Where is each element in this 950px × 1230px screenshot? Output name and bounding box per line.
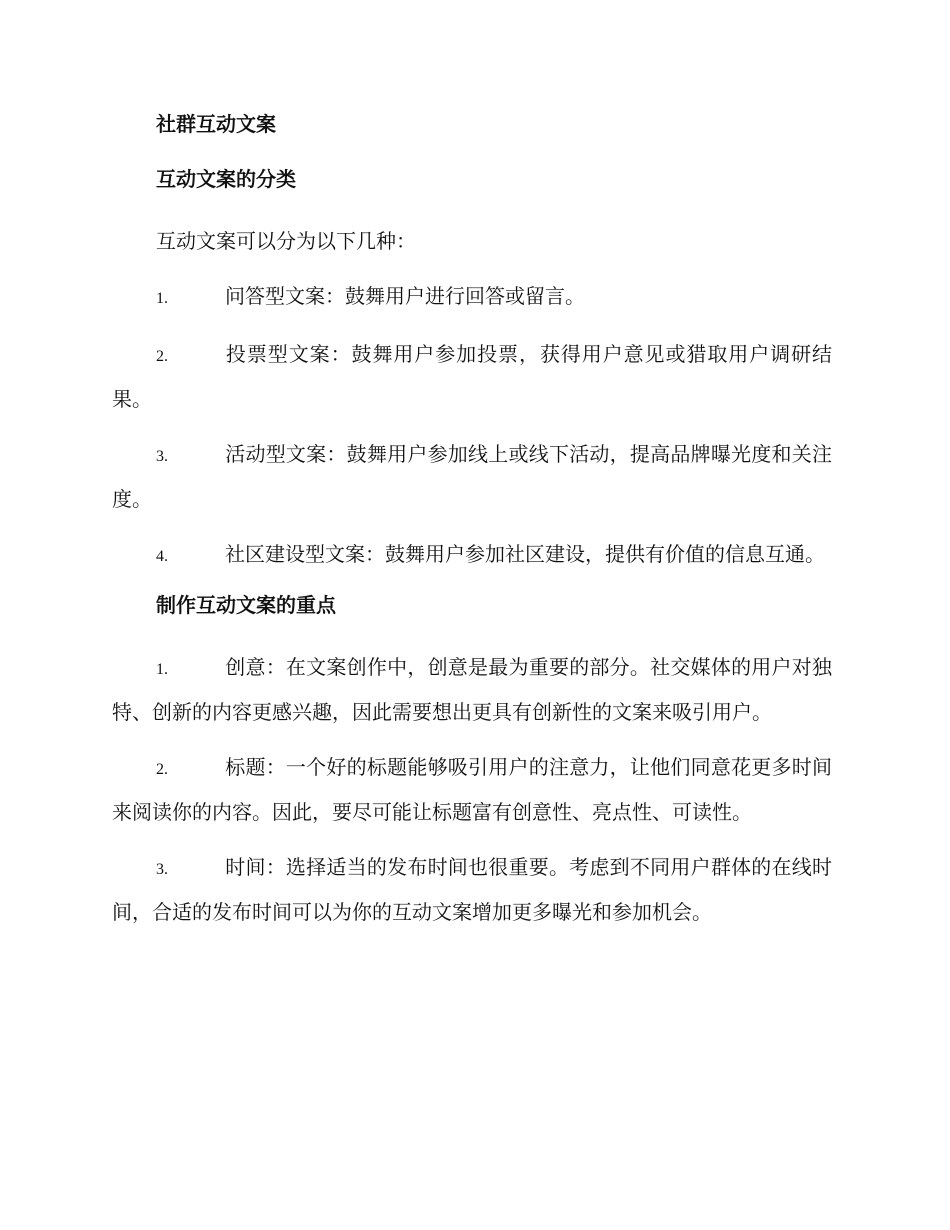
list-item <box>112 433 832 520</box>
list-number: 4. <box>156 548 168 565</box>
list-item <box>112 275 832 320</box>
list-number: 2. <box>156 348 168 365</box>
list-item <box>112 646 832 733</box>
list-number: 3. <box>156 861 168 878</box>
list-number: 1. <box>156 661 168 678</box>
document-title: 社群互动文案 <box>156 112 276 136</box>
list-number: 1. <box>156 290 168 307</box>
section-heading-categories: 互动文案的分类 <box>156 167 296 191</box>
list-text: 标题：一个好的标题能够吸引用户的注意力，让他们同意花更多时间来阅读你的内容。因此，要尽可能让标题富有创意性、亮点性、可读性。 <box>112 755 832 824</box>
list-text: 创意：在文案创作中，创意是最为重要的部分。社交媒体的用户对独特、创新的内容更感兴趣，因此需要想出更具有创新性的文案来吸引用户。 <box>112 655 832 724</box>
list-item <box>112 333 832 420</box>
list-text: 活动型文案：鼓舞用户参加线上或线下活动，提高品牌曝光度和关注度。 <box>112 442 832 511</box>
list-text: 问答型文案：鼓舞用户进行回答或留言。 <box>225 284 585 308</box>
intro-paragraph: 互动文案可以分为以下几种： <box>156 229 416 253</box>
list-text: 时间：选择适当的发布时间也很重要。考虑到不同用户群体的在线时间，合适的发布时间可以为你的互动文案增加更多曝光和参加机会。 <box>112 855 832 924</box>
list-text: 投票型文案：鼓舞用户参加投票，获得用户意见或猎取用户调研结果。 <box>112 342 832 411</box>
list-text: 社区建设型文案：鼓舞用户参加社区建设，提供有价值的信息互通。 <box>225 542 825 566</box>
list-item <box>112 746 832 833</box>
list-item <box>112 533 832 578</box>
list-number: 2. <box>156 761 168 778</box>
list-number: 3. <box>156 448 168 465</box>
section-heading-key-points: 制作互动文案的重点 <box>156 593 336 617</box>
list-item <box>112 846 832 933</box>
